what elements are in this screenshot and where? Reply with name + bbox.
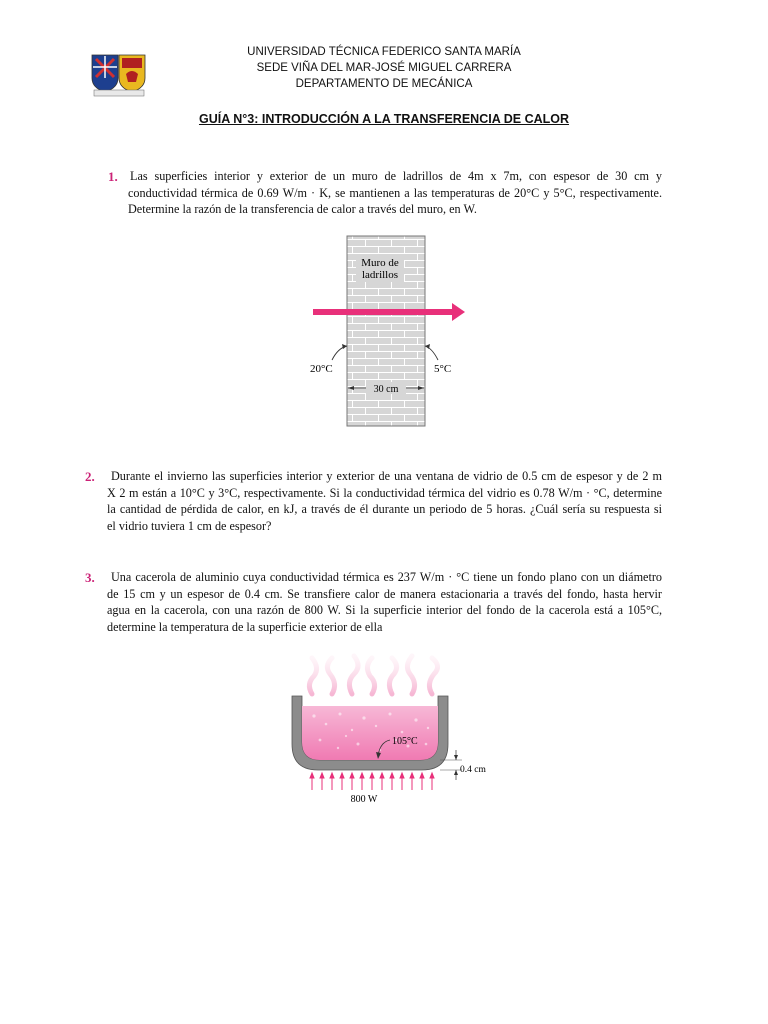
problem-3-line: Una cacerola de aluminio cuya conductividad térmica es 237 W/m · °C tiene un fondo plano con un diámetro	[111, 570, 662, 584]
problem-1-line: Determine la razón de la transferencia de calor a través del muro, en W.	[128, 202, 477, 217]
problem-2-line: Durante el invierno las superficies interior y exterior de una ventana de vidrio de 0.5 cm de espesor y de 2 m	[111, 469, 662, 483]
inner-temp-label: 105°C	[392, 736, 418, 747]
problem-3-number: 3.	[85, 570, 95, 585]
wall-label: Muro de	[361, 257, 399, 269]
problem-3-text	[111, 569, 662, 586]
problem-3-line: determine la temperatura de la superficie exterior de ella	[107, 619, 383, 634]
steam	[309, 656, 437, 694]
temp-left-label: 20°C	[310, 363, 333, 375]
department-name: DEPARTAMENTO DE MECÁNICA	[295, 78, 473, 90]
saucepan-figure	[280, 652, 510, 814]
boiling-water	[302, 706, 438, 760]
bottom-thickness-label: 0.4 cm	[460, 765, 486, 775]
problem-2-text	[111, 468, 662, 485]
temp-right-label: 5°C	[434, 363, 452, 375]
problem-1-text	[130, 168, 662, 185]
thickness-label: 30 cm	[373, 384, 399, 395]
brick-wall-figure	[300, 232, 480, 428]
problem-2-line: la cantidad de pérdida de calor, en kJ, a través de él durante un periodo de 5 horas. ¿Cuál sería su respuesta si	[107, 502, 662, 517]
heat-power-label: 800 W	[350, 794, 378, 805]
document-title: GUÍA N°3: INTRODUCCIÓN A LA TRANSFERENCIA DE CALOR	[198, 112, 570, 126]
problem-3-text-cont	[107, 586, 662, 636]
problem-1-number: 1.	[108, 169, 118, 184]
problem-1-line: conductividad térmica de 0.69 W/m · K, se mantienen a las temperaturas de 20°C y 5°C, respectivamente.	[128, 185, 662, 200]
problem-2-text-cont	[107, 485, 662, 535]
problem-2-line: el vidrio tuviera 1 cm de espesor?	[107, 518, 272, 533]
problem-3-line: de 15 cm y un espesor de 0.4 cm. Se transfiere calor de manera estacionaria a través del fondo, hasta hervir	[107, 586, 662, 601]
wall-label: ladrillos	[361, 269, 399, 281]
problem-2-number: 2.	[85, 469, 95, 484]
university-logo	[88, 52, 150, 100]
problem-1-text-cont	[128, 185, 662, 218]
problem-3-line: agua en la cacerola, con una razón de 800 W. Si la superficie interior del fondo de la cacerola está a 105°C,	[107, 603, 662, 618]
problem-1-line: Las superficies interior y exterior de un muro de ladrillos de 4m x 7m, con espesor de 30 cm y	[130, 169, 662, 183]
university-name: UNIVERSIDAD TÉCNICA FEDERICO SANTA MARÍA	[247, 46, 521, 58]
campus-name: SEDE VIÑA DEL MAR-JOSÉ MIGUEL CARRERA	[256, 62, 512, 74]
heat-input-arrows	[310, 773, 434, 790]
problem-2-line: X 2 m están a 10°C y 3°C, respectivamente. Si la conductividad térmica del vidrio es 0.78 W/m · °C, determine	[107, 485, 662, 500]
